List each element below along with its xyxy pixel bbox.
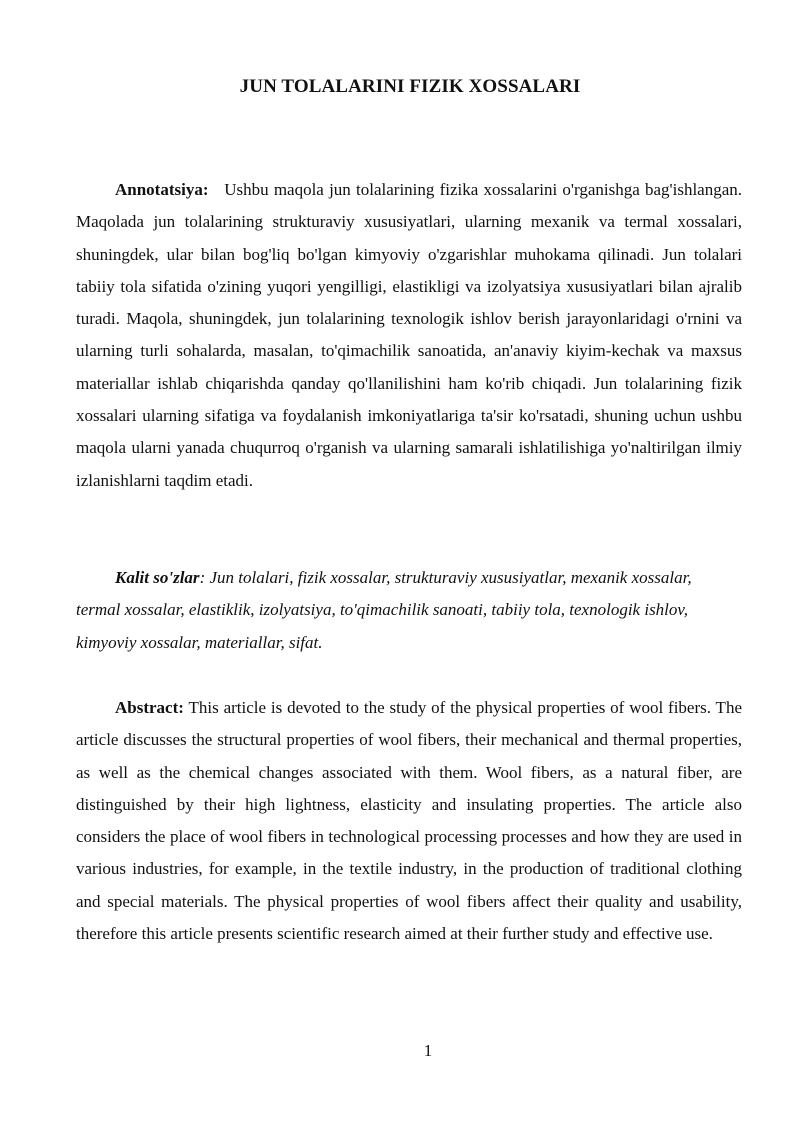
page-title: JUN TOLALARINI FIZIK XOSSALARI xyxy=(239,76,581,97)
abstract-paragraph xyxy=(76,692,742,950)
abstract-label: Abstract: xyxy=(115,698,184,717)
annotation-text: Ushbu maqola jun tolalarining fizika xossalarini o'rganishga bag'ishlangan. Maqolada jun tolalarining strukturaviy xususiyatlari, ularning mexanik va termal xossalari, shuningdek, ular bilan bog'liq bo'lgan kimyoviy o'zgarishlar muhokama qilinadi. Jun tolalari tabiiy tola sifatida o'zining yuqori yengilligi, elastikligi va izolyatsiya xususiyatlari bilan ajralib turadi. Maqola, shuningdek, jun tolalarining texnologik ishlov berish jarayonlaridagi o'rnini va ularning turli sohalarda, masalan, to'qimachilik sanoatida, an'anaviy kiyim-kechak va maxsus materiallar ishlab chiqarishda qanday qo'llanilishini ham ko'rib chiqadi. Jun tolalarining fizik xossalari ularning sifatiga va foydalanish imkoniyatlariga ta'sir ko'rsatadi, shuning uchun ushbu maqola ularni yanada chuqurroq o'rganish va ularning samarali ishlatilishiga yo'naltirilgan ilmiy izlanishlarni taqdim etadi. xyxy=(76,180,743,490)
keywords-label: Kalit so'zlar xyxy=(115,568,200,587)
keywords-text: : Jun tolalari, fizik xossalar, strukturaviy xususiyatlar, mexanik xossalar, termal xossalar, elastiklik, izolyatsiya, to'qimachilik sanoati, tabiiy tola, texnologik ishlov, kimyoviy xossalar, materiallar, sifat. xyxy=(76,568,692,652)
page-number: 1 xyxy=(423,1041,433,1060)
annotation-label: Annotatsiya: xyxy=(115,180,209,199)
keywords-paragraph xyxy=(76,562,716,659)
abstract-text: This article is devoted to the study of the physical properties of wool fibers. The article discusses the structural properties of wool fibers, their mechanical and thermal properties, as well as the chemical changes associated with them. Wool fibers, as a natural fiber, are distinguished by their high lightness, elasticity and insulating properties. The article also considers the place of wool fibers in technological processing processes and how they are used in various industries, for example, in the textile industry, in the production of traditional clothing and special materials. The physical properties of wool fibers affect their quality and usability, therefore this article presents scientific research aimed at their further study and effective use. xyxy=(76,698,742,944)
annotation-paragraph xyxy=(76,174,742,497)
